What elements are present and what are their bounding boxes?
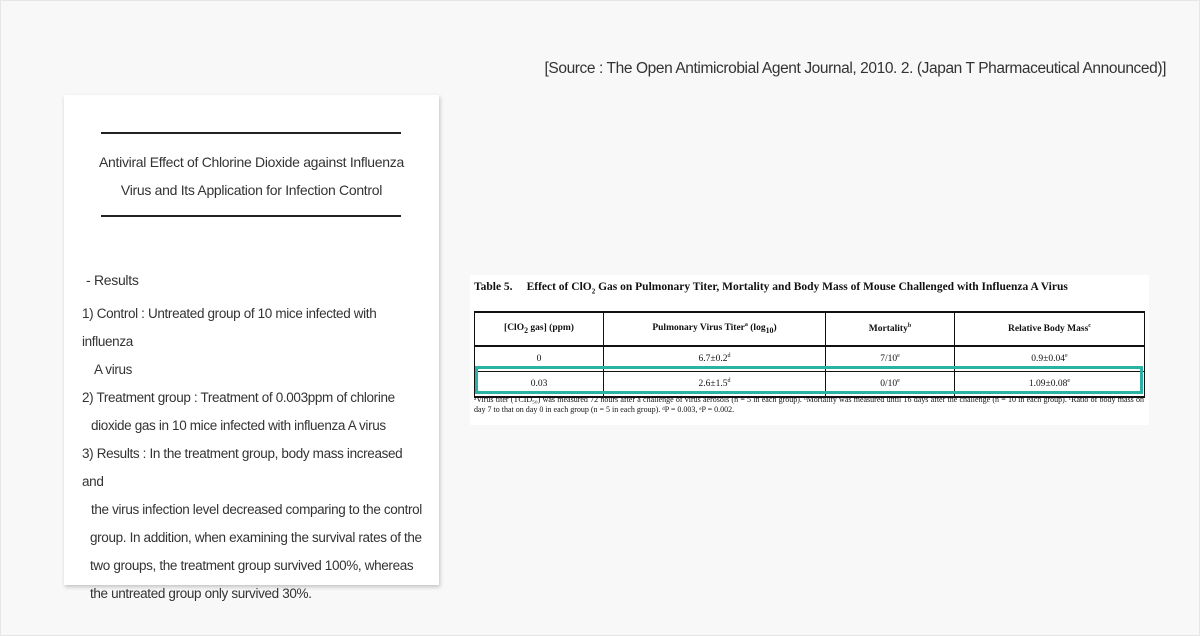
results-line: 1) Control : Untreated group of 10 mice infected with influenza	[82, 306, 377, 349]
cell-titer: 6.7±0.2$^d$	[604, 346, 826, 372]
table-caption	[474, 281, 1068, 295]
cell-mortality: 7/10e	[826, 346, 955, 372]
cell-dose: 0	[475, 346, 604, 372]
results-line: the virus infection level decreased comparing to the control	[91, 502, 422, 517]
table-footnote: ᵃVirus titer (TCID₅₀) was measured 72 hours after a challenge of virus aerosols (n = 5 in each group). ᵇMortality was measured until 16 days after the challenge (n = 10 in each group). ᶜRatio of body mass on day 7 to that on day 0 in each group (n = 5 in each group). ᵈP = 0.003, ᵉP = 0.002.	[474, 395, 1144, 414]
header-mass: Relative Body Mass$^c$	[955, 312, 1145, 346]
results-line: the untreated group only survived 30%.	[90, 586, 312, 601]
cell-titer: 2.6±1.5$^d$	[604, 372, 826, 398]
results-line: group. In addition, when examining the survival rates of the	[90, 530, 422, 545]
results-item-control	[82, 300, 427, 384]
table-image	[470, 275, 1149, 425]
results-list	[82, 300, 427, 608]
results-line: 3) Results : In the treatment group, body mass increased and	[82, 446, 403, 489]
caption-text: Gas on Pulmonary Titer, Mortality and Body Mass of Mouse Challenged with Influenza A Virus	[595, 281, 1068, 293]
results-item-results	[82, 440, 427, 608]
caption-text: Effect of ClO	[526, 281, 592, 293]
results-line: two groups, the treatment group survived 100%, whereas	[90, 558, 414, 573]
source-citation: [Source : The Open Antimicrobial Agent Journal, 2010. 2. (Japan T Pharmaceutical Announced)]	[544, 60, 1166, 77]
cell-mass: 0.9±0.04$^e$	[955, 346, 1145, 372]
title-bottom-rule	[101, 215, 401, 217]
caption-subscript: 2	[591, 287, 596, 296]
cell-mortality: 0/10e	[826, 372, 955, 398]
results-line: dioxide gas in 10 mice infected with influenza A virus	[91, 418, 386, 433]
results-heading: - Results	[86, 272, 139, 288]
paper-title	[84, 148, 419, 204]
table-row	[475, 346, 1145, 372]
cell-dose: 0.03	[475, 372, 604, 398]
paper-title-line: Antiviral Effect of Chlorine Dioxide against Influenza	[99, 154, 404, 170]
results-line: A virus	[94, 362, 133, 377]
title-top-rule	[101, 132, 401, 134]
paper-summary-card	[64, 95, 439, 601]
table-number: Table 5.	[474, 281, 513, 293]
cell-mass: 1.09±0.08$^e$	[955, 372, 1145, 398]
paper-title-line: Virus and Its Application for Infection Control	[120, 182, 383, 198]
header-dose: [ClO$_2$ gas] (ppm)	[475, 312, 604, 346]
header-mortality: Mortality$^b$	[826, 312, 955, 346]
header-titer: Pulmonary Virus Titer$^a$ $(\log_{10})$	[604, 312, 826, 346]
results-item-treatment	[82, 384, 427, 440]
results-line: 2) Treatment group : Treatment of 0.003ppm of chlorine	[82, 390, 395, 405]
table-header-row	[475, 312, 1145, 346]
results-table	[474, 311, 1145, 398]
table-row	[475, 372, 1145, 398]
